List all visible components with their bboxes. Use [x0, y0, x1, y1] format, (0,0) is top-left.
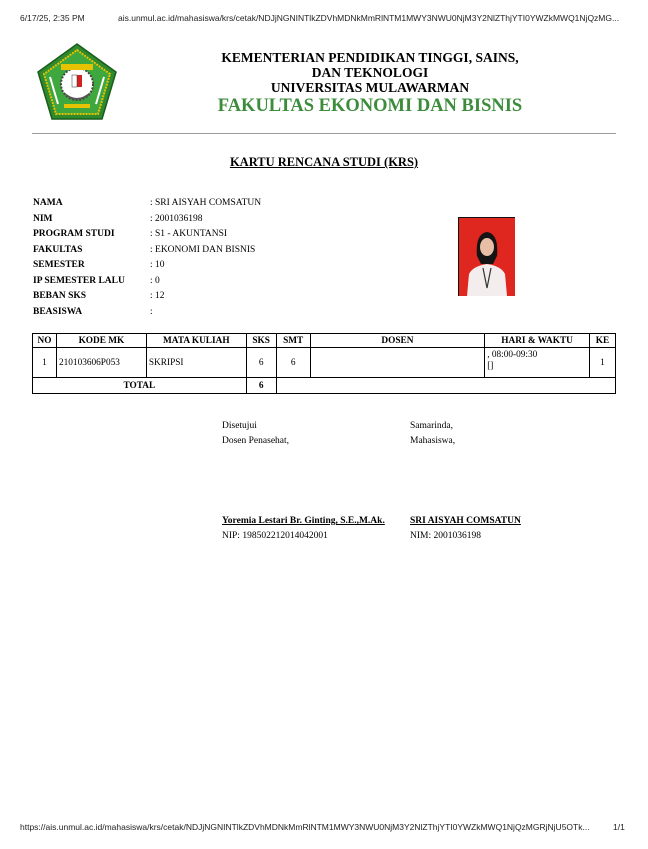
signature-advisor-heading	[222, 419, 289, 449]
cell-no: 1	[33, 348, 57, 378]
schedule-room: []	[487, 361, 494, 371]
total-empty	[276, 378, 615, 394]
advisor-nip: NIP: 198502212014042001	[222, 531, 328, 541]
advisor-name: Yoremia Lestari Br. Ginting, S.E.,M.Ak.	[222, 516, 385, 526]
info-row-program-studi	[33, 227, 333, 243]
print-datetime: 6/17/25, 2:35 PM	[20, 13, 85, 23]
student-role-label: Mahasiswa,	[410, 436, 456, 446]
info-label: NIM	[33, 213, 53, 224]
info-value: : 2001036198	[150, 213, 203, 224]
document-title: KARTU RENCANA STUDI (KRS)	[229, 155, 419, 169]
schedule-time: , 08:00-09:30	[487, 350, 538, 360]
col-header-mata-kuliah: MATA KULIAH	[146, 334, 246, 348]
cell-smt: 6	[276, 348, 310, 378]
university-name: UNIVERSITAS MULAWARMAN	[270, 80, 470, 95]
cell-kode-mk: 210103606P053	[56, 348, 146, 378]
info-label: IP SEMESTER LALU	[33, 275, 125, 286]
info-row-beasiswa	[33, 305, 333, 321]
signature-student-heading	[410, 419, 455, 449]
table-row	[33, 348, 616, 378]
info-label: BEASISWA	[33, 306, 83, 317]
info-value: :	[150, 306, 153, 317]
info-label: BEBAN SKS	[33, 291, 87, 301]
total-row	[33, 378, 616, 394]
table-header-row	[33, 334, 616, 348]
krs-table	[32, 333, 616, 394]
info-row-fakultas	[33, 243, 333, 259]
ministry-line-2: DAN TEKNOLOGI	[311, 65, 429, 80]
info-label: SEMESTER	[33, 260, 85, 270]
cell-ke: 1	[589, 348, 615, 378]
col-header-dosen: DOSEN	[310, 334, 485, 348]
info-row-beban-sks	[33, 289, 333, 305]
info-row-nim	[33, 212, 333, 228]
place-label: Samarinda,	[410, 421, 454, 431]
print-footer-url: https://ais.unmul.ac.id/mahasiswa/krs/cetak/NDJjNGNINTlkZDVhMDNkMmRlNTM1MWY3NWU0NjM3Y2NlZThjYTI0YWZkMWQ1NjQzMGRjNjU5OTk...	[20, 822, 590, 832]
signature-student	[410, 514, 521, 544]
info-label: FAKULTAS	[33, 244, 83, 255]
info-label: PROGRAM STUDI	[33, 229, 115, 239]
info-value: : 12	[150, 291, 165, 301]
faculty-name: FAKULTAS EKONOMI DAN BISNIS	[217, 96, 523, 116]
student-info	[33, 196, 333, 320]
university-logo	[36, 42, 118, 122]
col-header-smt: SMT	[276, 334, 310, 348]
info-value: : S1 - AKUNTANSI	[150, 229, 228, 239]
info-value: : SRI AISYAH COMSATUN	[150, 198, 262, 208]
student-name: SRI AISYAH COMSATUN	[410, 516, 521, 526]
col-header-kode-mk: KODE MK	[56, 334, 146, 348]
col-header-no: NO	[33, 334, 57, 348]
total-label: TOTAL	[33, 378, 247, 394]
col-header-ke: KE	[589, 334, 615, 348]
info-row-semester	[33, 258, 333, 274]
student-photo	[458, 217, 515, 296]
info-label: NAMA	[33, 198, 63, 208]
cell-dosen	[310, 348, 485, 378]
signature-advisor	[222, 514, 385, 544]
col-header-hari-waktu: HARI & WAKTU	[485, 334, 590, 348]
total-sks: 6	[246, 378, 276, 394]
portrait-image	[459, 218, 515, 296]
print-url: ais.unmul.ac.id/mahasiswa/krs/cetak/NDJjNGNINTlkZDVhMDNkMmRlNTM1MWY3NWU0NjM3Y2NlZThjYTI0YWZkMWQ1NjQzMG...	[118, 13, 620, 23]
cell-mata-kuliah: SKRIPSI	[146, 348, 246, 378]
header-divider	[32, 133, 616, 134]
advisor-role-label: Dosen Penasehat,	[222, 436, 290, 446]
info-row-ip-semester-lalu	[33, 274, 333, 290]
ministry-line-1: KEMENTERIAN PENDIDIKAN TINGGI, SAINS,	[221, 50, 519, 65]
cell-hari-waktu	[485, 348, 590, 378]
student-nim: NIM: 2001036198	[410, 531, 481, 541]
advisor-approved-label: Disetujui	[222, 421, 257, 431]
page-number: 1/1	[613, 822, 625, 832]
col-header-sks: SKS	[246, 334, 276, 348]
info-value: : 10	[150, 260, 165, 270]
emblem-icon	[36, 42, 118, 122]
info-value: : 0	[150, 275, 160, 286]
letterhead	[200, 50, 540, 117]
info-row-nama	[33, 196, 333, 212]
cell-sks: 6	[246, 348, 276, 378]
info-value: : EKONOMI DAN BISNIS	[150, 244, 256, 255]
